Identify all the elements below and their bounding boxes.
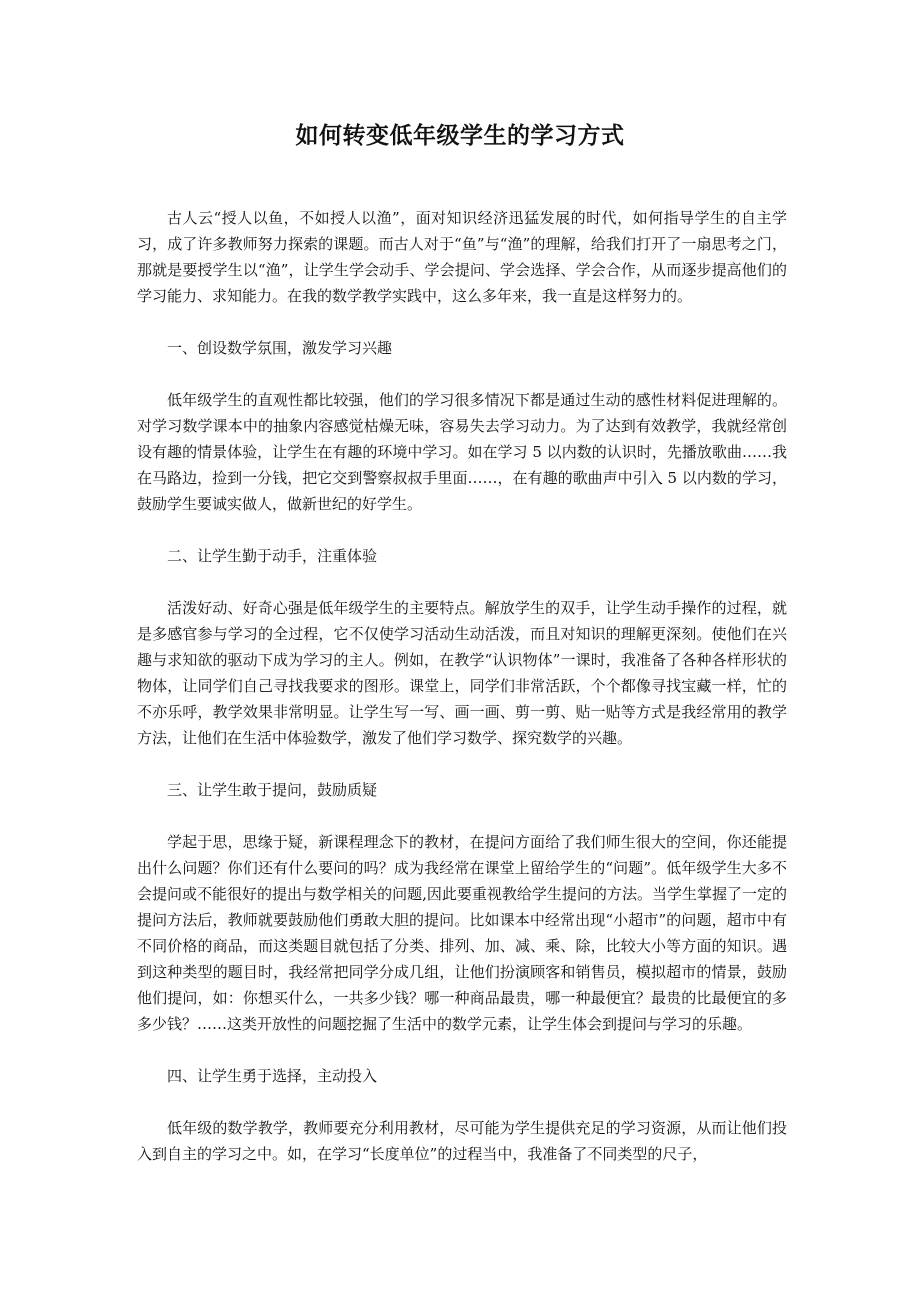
section-paragraph-1: 低年级学生的直观性都比较强，他们的学习很多情况下都是通过生动的感性材料促进理解的。对学习数学课本中的抽象内容感觉枯燥无味，容易失去学习动力。为了达到有效教学，我就经常创设有趣的情景体验，让学生在有趣的环境中学习。如在学习 5 以内数的认识时，先播放歌曲……我在马路边，捡到一分钱，把它交到警察叔叔手里面……，在有趣的歌曲声中引入 5 以内数的学习，鼓励学生要诚实做人，做新世纪的好学生。 [137, 391, 787, 513]
document-body [137, 205, 787, 1193]
section-heading-1: 一、创设数学氛围，激发学习兴趣 [167, 339, 393, 357]
section-heading-4: 四、让学生勇于选择，主动投入 [167, 1067, 378, 1085]
section-paragraph-2: 活泼好动、好奇心强是低年级学生的主要特点。解放学生的双手，让学生动手操作的过程，就是多感官参与学习的全过程，它不仅使学习活动生动活泼，而且对知识的理解更深刻。使他们在兴趣与求知欲的驱动下成为学习的主人。例如，在教学“认识物体”一课时，我准备了各种各样形状的物体，让同学们自己寻找我要求的图形。课堂上，同学们非常活跃，个个都像寻找宝藏一样，忙的不亦乐呼，教学效果非常明显。让学生写一写、画一画、剪一剪、贴一贴等方式是我经常用的教学方法，让他们在生活中体验数学，激发了他们学习数学、探究数学的兴趣。 [137, 599, 787, 747]
section-heading-2: 二、让学生勤于动手，注重体验 [167, 547, 378, 565]
section-paragraph-4: 低年级的数学教学，教师要充分利用教材，尽可能为学生提供充足的学习资源，从而让他们投入到自主的学习之中。如，在学习“长度单位”的过程当中，我准备了不同类型的尺子， [137, 1119, 787, 1163]
document-title: 如何转变低年级学生的学习方式 [295, 122, 625, 149]
section-paragraph-3: 学起于思，思缘于疑，新课程理念下的教材，在提问方面给了我们师生很大的空间，你还能提出什么问题？你们还有什么要问的吗？成为我经常在课堂上留给学生的“问题”。低年级学生大多不会提问或不能很好的提出与数学相关的问题,因此要重视教给学生提问的方法。当学生掌握了一定的提问方法后，教师就要鼓励他们勇敢大胆的提问。比如课本中经常出现“小超市”的问题，超市中有不同价格的商品，而这类题目就包括了分类、排列、加、减、乘、除，比较大小等方面的知识。遇到这种类型的题目时，我经常把同学分成几组，让他们扮演顾客和销售员，模拟超市的情景，鼓励他们提问，如：你想买什么，一共多少钱？哪一种商品最贵，哪一种最便宜？最贵的比最便宜的多多少钱？……这类开放性的问题挖掘了生活中的数学元素，让学生体会到提问与学习的乐趣。 [137, 833, 787, 1033]
section-heading-3: 三、让学生敢于提问，鼓励质疑 [167, 781, 378, 799]
intro-paragraph: 古人云“授人以鱼，不如授人以渔”，面对知识经济迅猛发展的时代，如何指导学生的自主学习，成了许多教师努力探索的课题。而古人对于“鱼”与“渔”的理解，给我们打开了一扇思考之门，那就是要授学生以“渔”，让学生学会动手、学会提问、学会选择、学会合作，从而逐步提高他们的学习能力、求知能力。在我的数学教学实践中，这么多年来，我一直是这样努力的。 [137, 209, 787, 305]
